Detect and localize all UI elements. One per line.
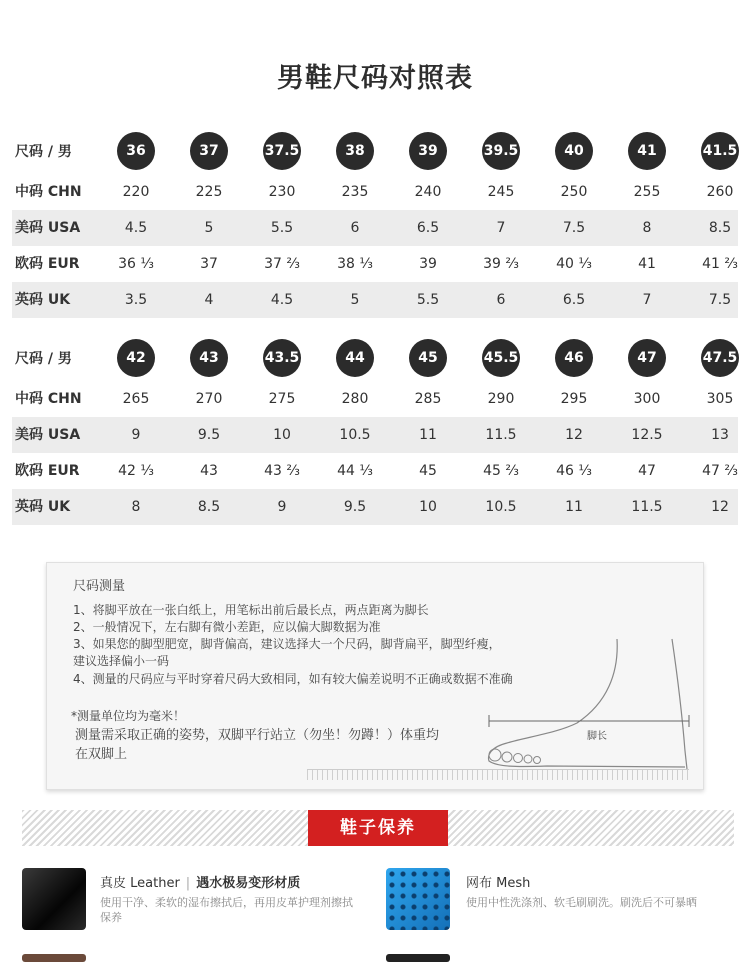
table-cell-eur: 45 ⅔	[483, 463, 519, 479]
table-cell-usa: 8	[642, 220, 652, 236]
table-cell-uk: 8	[131, 499, 141, 515]
size-badge: 40	[555, 132, 593, 170]
measure-note-line-2: 在双脚上	[75, 747, 128, 762]
foot-length-label: 脚长	[583, 727, 611, 742]
size-badge: 41	[628, 132, 666, 170]
table-cell-usa: 7.5	[562, 220, 586, 236]
table-cell-usa: 10	[273, 427, 291, 443]
mesh-swatch-image	[386, 868, 450, 930]
row-label-uk: 英码 UK	[15, 499, 71, 515]
table-cell-chn: 305	[706, 391, 734, 407]
leather-swatch-image	[22, 868, 86, 930]
table-cell-chn: 225	[195, 184, 223, 200]
table-cell-chn: 260	[706, 184, 734, 200]
table-cell-chn: 290	[487, 391, 515, 407]
table-cell-uk: 5.5	[416, 292, 440, 308]
table-cell-usa: 11.5	[485, 427, 517, 443]
next-care-swatch-2	[386, 954, 450, 962]
size-badge: 36	[117, 132, 155, 170]
table-cell-chn: 280	[341, 391, 369, 407]
measure-note-line-1: 测量需采取正确的姿势，双脚平行站立（勿坐！勿蹲！）体重均	[75, 728, 440, 743]
size-table-row-uk	[12, 489, 738, 525]
size-table-row-chn	[12, 381, 738, 417]
care-separator: |	[185, 876, 191, 891]
table-cell-chn: 300	[633, 391, 661, 407]
table-cell-chn: 265	[122, 391, 150, 407]
measure-step-4: 4、测量的尺码应与平时穿着尺码大致相同，如有较大偏差说明不正确或数据不准确	[73, 672, 513, 686]
row-label-chn: 中码 CHN	[15, 184, 82, 200]
table-cell-uk: 10.5	[485, 499, 517, 515]
measure-note: *测量单位均为毫米！	[71, 709, 186, 723]
size-table-row-eur	[12, 453, 738, 489]
table-cell-eur: 38 ⅓	[337, 256, 373, 272]
table-cell-eur: 41	[638, 256, 656, 272]
size-table-row-size	[12, 130, 738, 174]
table-cell-eur: 42 ⅓	[118, 463, 154, 479]
row-label-usa: 美码 USA	[15, 427, 81, 443]
table-cell-eur: 47 ⅔	[702, 463, 738, 479]
size-badge: 46	[555, 339, 593, 377]
table-cell-usa: 13	[711, 427, 729, 443]
row-label-size: 尺码 / 男	[15, 144, 72, 160]
table-cell-usa: 6.5	[416, 220, 440, 236]
foot-illustration	[477, 633, 697, 773]
table-cell-uk: 12	[711, 499, 729, 515]
size-badge: 45.5	[482, 339, 520, 377]
size-table-1	[12, 130, 738, 318]
size-badge: 47	[628, 339, 666, 377]
table-cell-uk: 11	[565, 499, 583, 515]
table-cell-uk: 4.5	[270, 292, 294, 308]
care-leather-subtitle: 遇水极易变形材质	[196, 876, 301, 891]
table-cell-uk: 3.5	[124, 292, 148, 308]
care-banner: 鞋子保养	[308, 810, 448, 846]
table-cell-uk: 7	[642, 292, 652, 308]
measure-step-1: 1、将脚平放在一张白纸上，用笔标出前后最长点，两点距离为脚长	[73, 603, 429, 617]
table-cell-uk: 9	[277, 499, 287, 515]
measure-step-3: 3、如果您的脚型肥宽，脚背偏高，建议选择大一个尺码，脚背扁平，脚型纤瘦，	[73, 637, 501, 651]
row-label-size: 尺码 / 男	[15, 351, 72, 367]
size-badge: 44	[336, 339, 374, 377]
size-badge: 41.5	[701, 132, 739, 170]
table-cell-usa: 11	[419, 427, 437, 443]
size-table-row-uk	[12, 282, 738, 318]
table-cell-eur: 37 ⅔	[264, 256, 300, 272]
table-cell-usa: 6	[350, 220, 360, 236]
table-cell-chn: 270	[195, 391, 223, 407]
table-cell-usa: 10.5	[339, 427, 371, 443]
table-cell-eur: 44 ⅓	[337, 463, 373, 479]
care-mesh-desc: 使用中性洗涤剂、软毛刷刷洗。刷洗后不可暴晒	[466, 896, 697, 909]
table-cell-uk: 11.5	[631, 499, 663, 515]
table-cell-usa: 8.5	[708, 220, 732, 236]
size-badge: 39	[409, 132, 447, 170]
size-table-row-size	[12, 337, 738, 381]
row-label-chn: 中码 CHN	[15, 391, 82, 407]
table-cell-eur: 43 ⅔	[264, 463, 300, 479]
table-cell-uk: 6	[496, 292, 506, 308]
table-cell-eur: 46 ⅓	[556, 463, 592, 479]
size-table-row-chn	[12, 174, 738, 210]
table-cell-uk: 6.5	[562, 292, 586, 308]
size-badge: 38	[336, 132, 374, 170]
table-cell-usa: 12.5	[631, 427, 663, 443]
measure-step-2: 2、一般情况下，左右脚有微小差距，应以偏大脚数据为准	[73, 620, 381, 634]
care-leather-title: 真皮 Leather	[100, 876, 180, 891]
ruler	[307, 769, 689, 780]
size-table-row-usa	[12, 210, 738, 246]
size-badge: 39.5	[482, 132, 520, 170]
table-cell-chn: 235	[341, 184, 369, 200]
table-cell-eur: 43	[200, 463, 218, 479]
table-cell-eur: 39 ⅔	[483, 256, 519, 272]
next-care-swatch	[22, 954, 86, 962]
table-cell-chn: 285	[414, 391, 442, 407]
size-badge: 37.5	[263, 132, 301, 170]
size-badge: 45	[409, 339, 447, 377]
row-label-usa: 美码 USA	[15, 220, 81, 236]
table-cell-chn: 245	[487, 184, 515, 200]
size-table-2	[12, 337, 738, 525]
size-badge: 43	[190, 339, 228, 377]
size-badge: 43.5	[263, 339, 301, 377]
table-cell-uk: 8.5	[197, 499, 221, 515]
table-cell-chn: 295	[560, 391, 588, 407]
table-cell-eur: 41 ⅔	[702, 256, 738, 272]
size-table-row-eur	[12, 246, 738, 282]
row-label-uk: 英码 UK	[15, 292, 71, 308]
table-cell-usa: 4.5	[124, 220, 148, 236]
measure-step-3-cont: 建议选择偏小一码	[73, 654, 170, 668]
table-cell-usa: 9	[131, 427, 141, 443]
table-cell-chn: 220	[122, 184, 150, 200]
care-mesh-title: 网布 Mesh	[466, 876, 531, 891]
table-cell-uk: 7.5	[708, 292, 732, 308]
care-leather-desc: 使用干净、柔软的湿布擦拭后，再用皮革护理剂擦拭保养	[100, 896, 353, 924]
table-cell-uk: 5	[350, 292, 360, 308]
size-badge: 37	[190, 132, 228, 170]
table-cell-chn: 250	[560, 184, 588, 200]
table-cell-eur: 36 ⅓	[118, 256, 154, 272]
size-table-row-usa	[12, 417, 738, 453]
row-label-eur: 欧码 EUR	[15, 463, 80, 479]
table-cell-eur: 37	[200, 256, 218, 272]
table-cell-chn: 240	[414, 184, 442, 200]
table-cell-uk: 10	[419, 499, 437, 515]
table-cell-usa: 9.5	[197, 427, 221, 443]
table-cell-chn: 230	[268, 184, 296, 200]
measurement-guide	[46, 562, 704, 790]
table-cell-chn: 255	[633, 184, 661, 200]
table-cell-usa: 7	[496, 220, 506, 236]
table-cell-chn: 275	[268, 391, 296, 407]
size-badge: 42	[117, 339, 155, 377]
table-cell-eur: 39	[419, 256, 437, 272]
row-label-eur: 欧码 EUR	[15, 256, 80, 272]
table-cell-eur: 47	[638, 463, 656, 479]
table-cell-eur: 45	[419, 463, 437, 479]
measure-title: 尺码测量	[73, 579, 126, 594]
size-badge: 47.5	[701, 339, 739, 377]
table-cell-usa: 5	[204, 220, 214, 236]
table-cell-usa: 12	[565, 427, 583, 443]
table-cell-uk: 4	[204, 292, 214, 308]
table-cell-eur: 40 ⅓	[556, 256, 592, 272]
table-cell-usa: 5.5	[270, 220, 294, 236]
table-cell-uk: 9.5	[343, 499, 367, 515]
page-title: 男鞋尺码对照表	[277, 63, 473, 94]
